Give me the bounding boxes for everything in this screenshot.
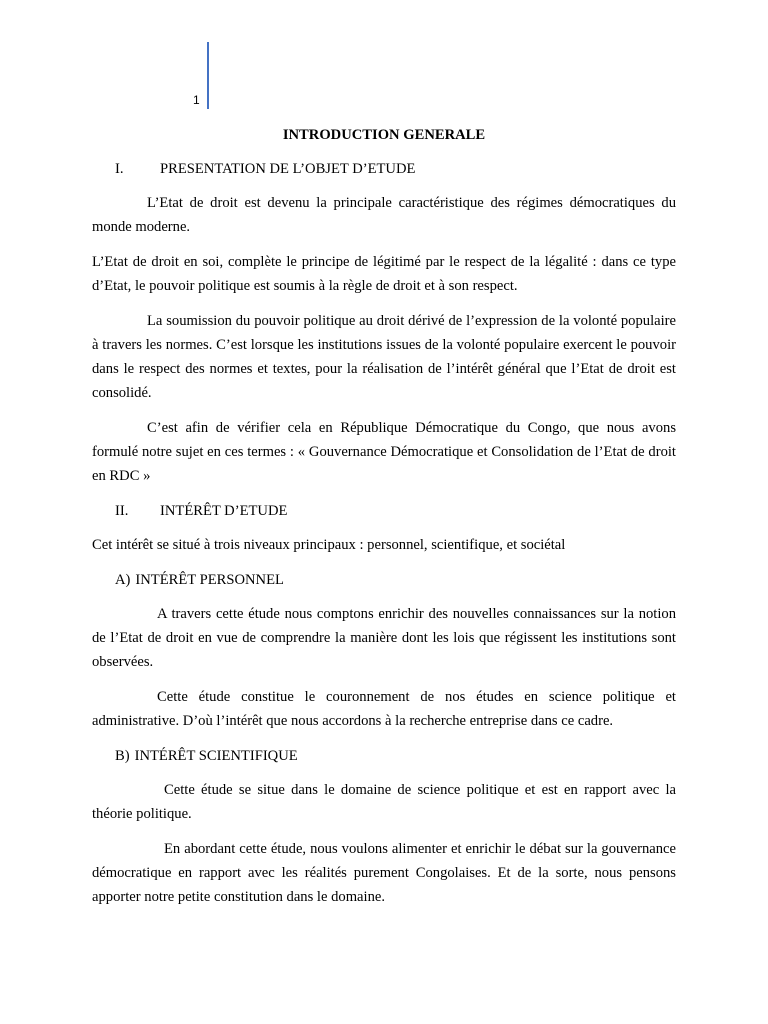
section-intro: Cet intérêt se situé à trois niveaux principaux : personnel, scientifique, et sociétal	[92, 537, 566, 553]
subsection-heading-personnel	[92, 568, 676, 592]
subsection-title: INTÉRÊT PERSONNEL	[135, 572, 284, 588]
page-number: 1	[193, 93, 200, 107]
subsection-letter: B)	[115, 748, 130, 764]
paragraph: L’Etat de droit est devenu la principale caractéristique des régimes démocratiques du monde moderne.	[92, 195, 676, 235]
section-heading-presentation	[92, 157, 676, 181]
section-title: INTÉRÊT D’ETUDE	[160, 503, 288, 519]
document-body	[92, 123, 676, 920]
subsection-heading-scientifique	[92, 744, 676, 768]
paragraph: Cette étude constitue le couronnement de nos études en science politique et administrative. D’où l’intérêt que nous accordons à la recherche entreprise dans ce cadre.	[92, 689, 676, 729]
document-title: INTRODUCTION GENERALE	[282, 127, 486, 143]
paragraph: En abordant cette étude, nous voulons alimenter et enrichir le débat sur la gouvernance démocratique en rapport avec les réalités purement Congolaises. Et de la sorte, nous pensons apporter notre petite constitution dans le domaine.	[92, 841, 676, 905]
section-number: I.	[115, 161, 124, 177]
paragraph: C’est afin de vérifier cela en République Démocratique du Congo, que nous avons formulé notre sujet en ces termes : « Gouvernance Démocratique et Consolidation de l’Etat de droit en RDC »	[92, 420, 676, 484]
page-number-divider	[207, 42, 209, 109]
paragraph: La soumission du pouvoir politique au droit dérivé de l’expression de la volonté populaire à travers les normes. C’est lorsque les institutions issues de la volonté populaire exercent le pouvoir dans le respect des normes et textes, pour la réalisation de l’intérêt général que l’Etat de droit est consolidé.	[92, 313, 676, 401]
paragraph: L’Etat de droit en soi, complète le principe de légitimé par le respect de la légalité : dans ce type d’Etat, le pouvoir politique est soumis à la règle de droit et à son respect.	[92, 254, 676, 294]
section-heading-interet	[92, 499, 676, 523]
subsection-title: INTÉRÊT SCIENTIFIQUE	[134, 748, 298, 764]
paragraph: Cette étude se situe dans le domaine de science politique et est en rapport avec la théorie politique.	[92, 782, 676, 822]
subsection-letter: A)	[115, 572, 131, 588]
paragraph: A travers cette étude nous comptons enrichir des nouvelles connaissances sur la notion de l’Etat de droit en vue de comprendre la manière dont les lois que régissent les institutions sont observées.	[92, 606, 676, 670]
section-title: PRESENTATION DE L’OBJET D’ETUDE	[160, 161, 416, 177]
section-number: II.	[115, 503, 129, 519]
